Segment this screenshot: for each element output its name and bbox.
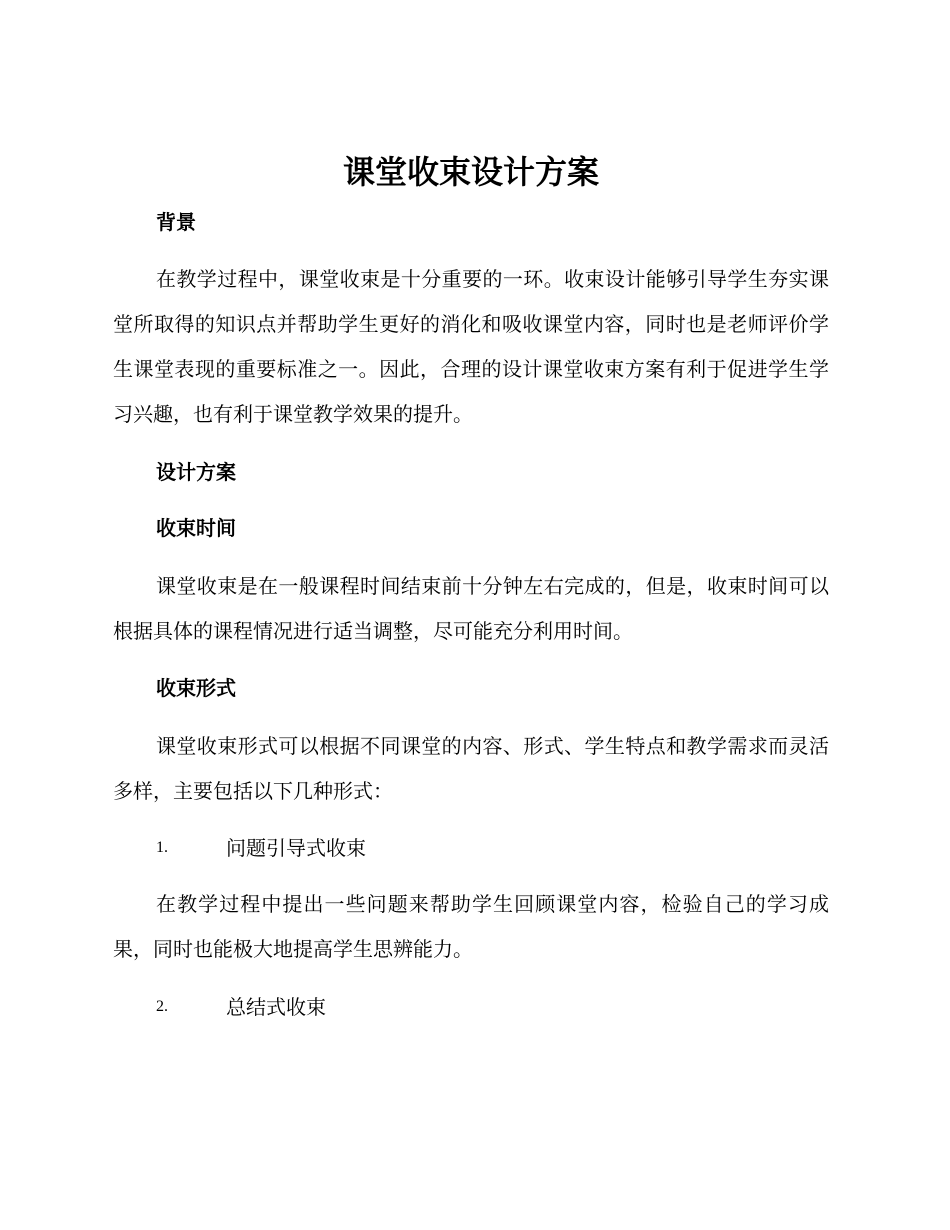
list-number: 1. xyxy=(156,839,168,856)
list-number: 2. xyxy=(156,998,168,1015)
list-item-2 xyxy=(156,993,326,1021)
section-heading-design: 设计方案 xyxy=(156,460,236,484)
paragraph-item1: 在教学过程中提出一些问题来帮助学生回顾课堂内容，检验自己的学习成果，同时也能极大地提高学生思辨能力。 xyxy=(113,892,829,961)
paragraph-form: 课堂收束形式可以根据不同课堂的内容、形式、学生特点和教学需求而灵活多样，主要包括以下几种形式： xyxy=(113,734,829,803)
list-item-label: 总结式收束 xyxy=(226,995,326,1019)
section-heading-time: 收束时间 xyxy=(156,516,236,540)
section-heading-background: 背景 xyxy=(156,210,196,234)
paragraph-background: 在教学过程中，课堂收束是十分重要的一环。收束设计能够引导学生夯实课堂所取得的知识点并帮助学生更好的消化和吸收课堂内容，同时也是老师评价学生课堂表现的重要标准之一。因此，合理的设计课堂收束方案有利于促进学生学习兴趣，也有利于课堂教学效果的提升。 xyxy=(113,267,829,426)
list-item-1 xyxy=(156,834,366,862)
document-title: 课堂收束设计方案 xyxy=(342,153,599,191)
section-heading-form: 收束形式 xyxy=(156,676,236,700)
list-item-label: 问题引导式收束 xyxy=(226,836,366,860)
paragraph-time: 课堂收束是在一般课程时间结束前十分钟左右完成的，但是，收束时间可以根据具体的课程情况进行适当调整，尽可能充分利用时间。 xyxy=(113,574,829,643)
